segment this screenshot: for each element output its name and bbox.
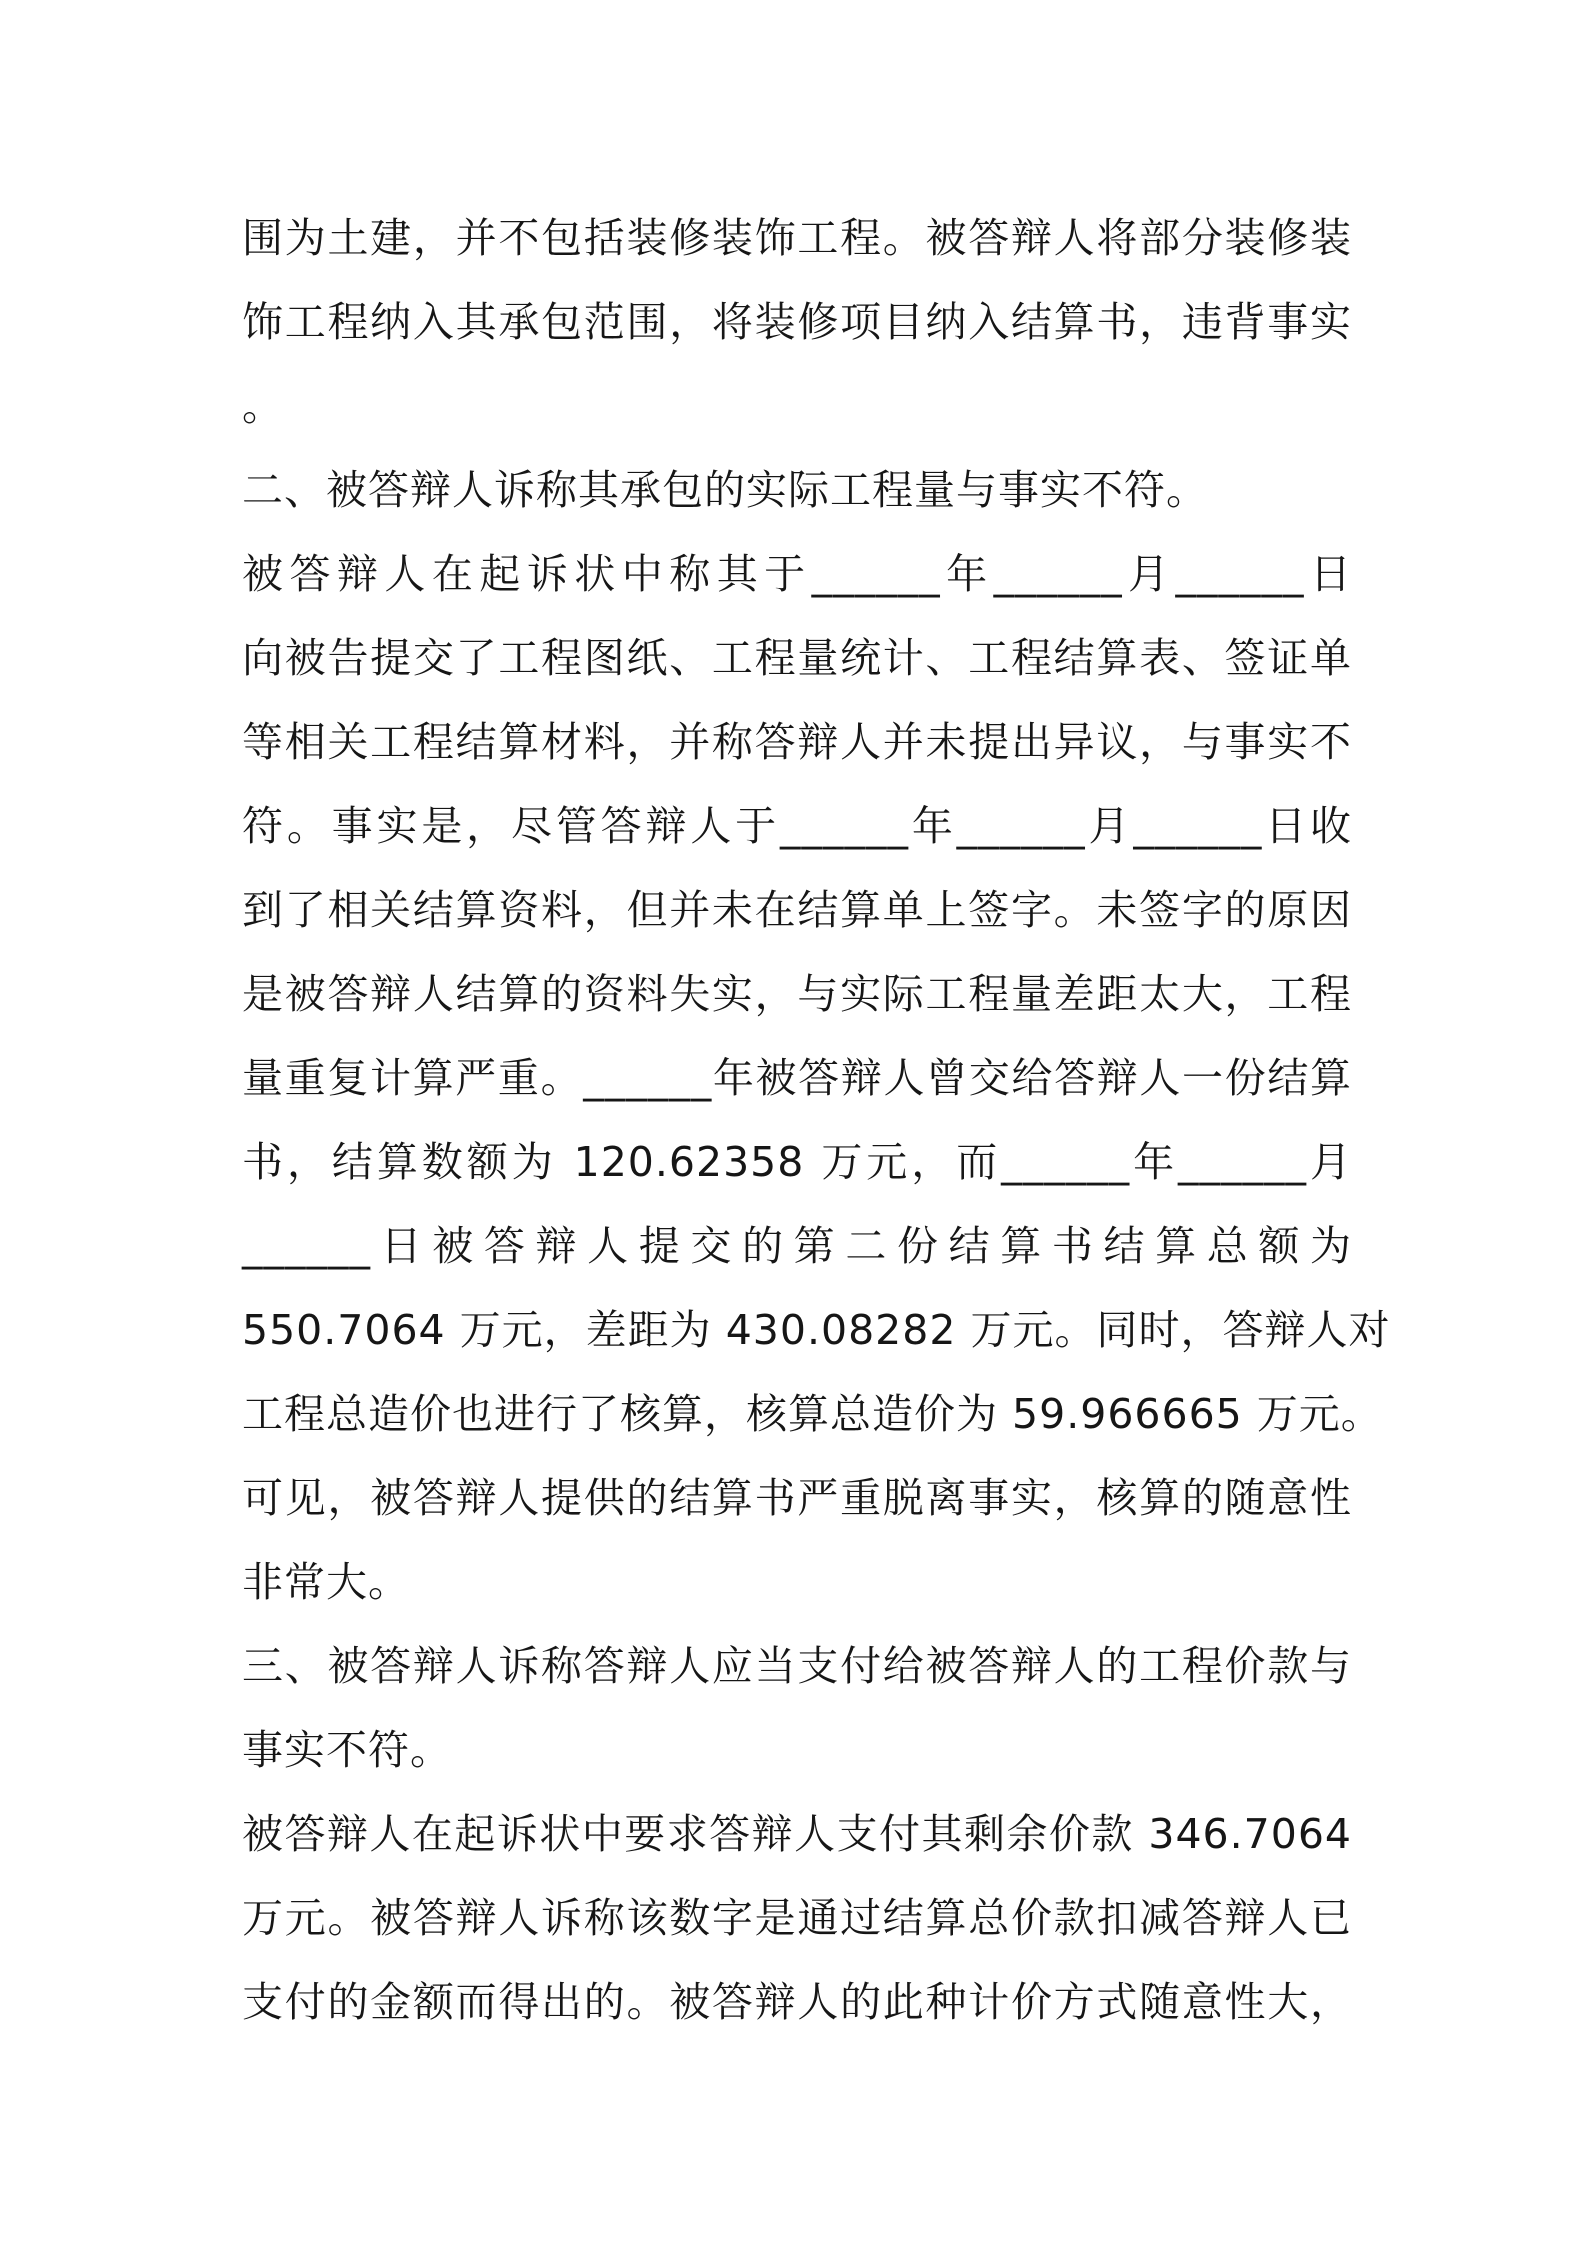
text-line: 工程总造价也进行了核算，核算总造价为 59.966665 万元。 xyxy=(242,1390,1383,1438)
section-heading: 三、被答辩人诉称答辩人应当支付给被答辩人的工程价款与 xyxy=(242,1642,1352,1690)
text-line: 被答辩人在起诉状中要求答辩人支付其剩余价款 346.7064 xyxy=(242,1810,1352,1858)
text-line: ______日被答辩人提交的第二份结算书结算总额为 xyxy=(242,1222,1352,1270)
text-line: 非常大。 xyxy=(242,1558,410,1606)
text-line: 。 xyxy=(242,382,284,430)
text-line: 是被答辩人结算的资料失实，与实际工程量差距太大，工程 xyxy=(242,970,1352,1018)
text-line: 向被告提交了工程图纸、工程量统计、工程结算表、签证单 xyxy=(242,634,1352,682)
text-line: 饰工程纳入其承包范围，将装修项目纳入结算书，违背事实 xyxy=(242,298,1352,346)
text-line: 被答辩人在起诉状中称其于______年______月______日 xyxy=(242,550,1352,598)
text-line: 等相关工程结算材料，并称答辩人并未提出异议，与事实不 xyxy=(242,718,1352,766)
text-line: 到了相关结算资料，但并未在结算单上签字。未签字的原因 xyxy=(242,886,1352,934)
section-heading: 事实不符。 xyxy=(242,1726,452,1774)
text-line: 符。事实是，尽管答辩人于______年______月______日收 xyxy=(242,802,1352,850)
text-line: 围为土建，并不包括装修装饰工程。被答辩人将部分装修装 xyxy=(242,214,1352,262)
document-body xyxy=(242,196,1391,2044)
text-line: 万元。被答辩人诉称该数字是通过结算总价款扣减答辩人已 xyxy=(242,1894,1352,1942)
text-line: 550.7064 万元，差距为 430.08282 万元。同时，答辩人对 xyxy=(242,1306,1391,1354)
text-line: 支付的金额而得出的。被答辩人的此种计价方式随意性大， xyxy=(242,1978,1352,2026)
text-line: 量重复计算严重。______年被答辩人曾交给答辩人一份结算 xyxy=(242,1054,1352,1102)
text-line: 可见，被答辩人提供的结算书严重脱离事实，核算的随意性 xyxy=(242,1474,1352,1522)
text-line: 书，结算数额为 120.62358 万元，而______年______月 xyxy=(242,1138,1352,1186)
section-heading: 二、被答辩人诉称其承包的实际工程量与事实不符。 xyxy=(242,466,1208,514)
